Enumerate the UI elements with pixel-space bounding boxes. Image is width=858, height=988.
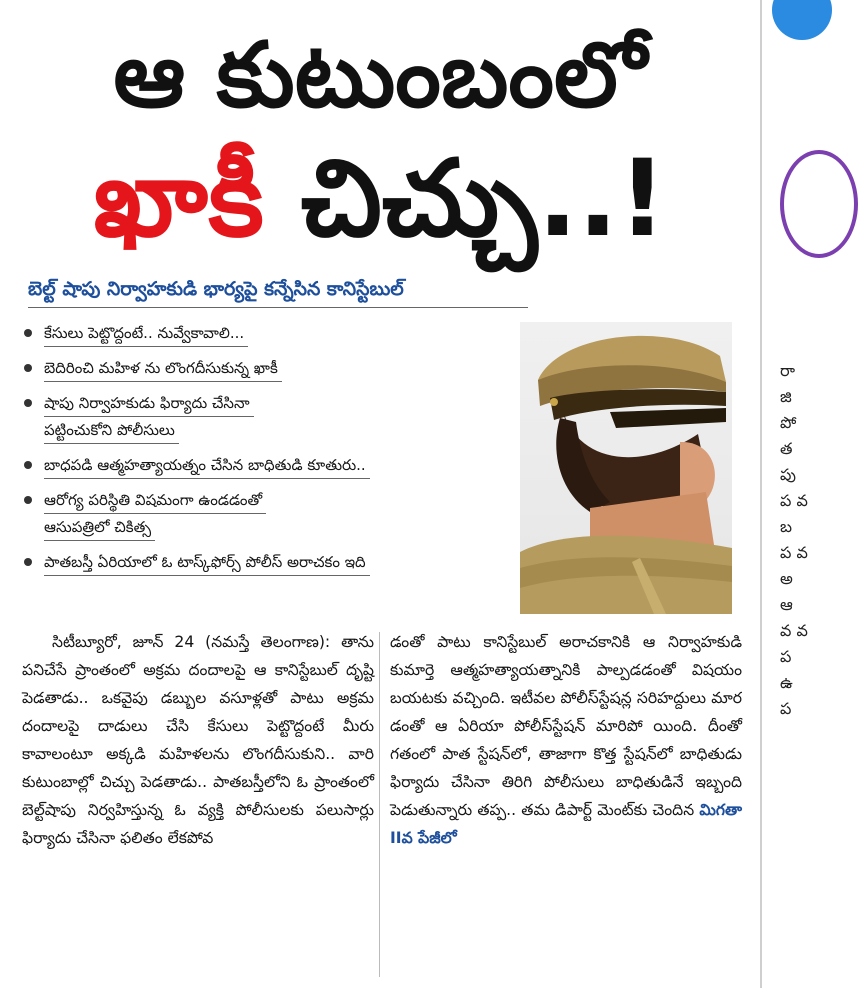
- police-officer-photo: [520, 322, 732, 614]
- bullet-item: [22, 355, 522, 382]
- bullet-dot-icon: [24, 399, 32, 407]
- bullet-item: [22, 452, 522, 479]
- blue-circle-icon: [772, 0, 832, 40]
- bullet-text: పట్టించుకోని పోలీసులు: [44, 417, 179, 444]
- headline-line-1: ఆ కుటుంబంలో: [113, 23, 647, 128]
- bullet-dot-icon: [24, 496, 32, 504]
- bullet-text: ఆరోగ్య పరిస్థితి విషమంగా ఉండడంతో: [44, 487, 266, 514]
- article-text: డంతో పాటు కానిస్టేబుల్ అరాచకానికి ఆ నిర్వాహకుడి కుమార్తె ఆత్మహత్యాయత్నానికి పాల్పడడంతో విషయం బయటకు వచ్చింది. ఇటీవల పోలీస్‌స్టేషన్ల సరిహద్దులు మార డంతో ఆ ఏరియా పోలీస్‌స్టేషన్ మారిపో యింది. దీంతో గతంలో పాత స్టేషన్‌లో, తాజాగా కొత్త స్టేషన్‌లో బాధితుడు ఫిర్యాదు చేసినా తిరిగి పోలీసులు బాధితుడినే ఇబ్బంది పెడుతున్నారు తప్ప.. తమ డిపార్ట్ మెంట్‌కు చెందిన: [390, 633, 742, 819]
- article-column-1: [22, 628, 374, 852]
- column-divider: [379, 632, 380, 977]
- subheadline-rule: [28, 307, 528, 308]
- bullet-text: పాతబస్తీ ఏరియాలో ఓ టాస్క్‌ఫోర్స్ పోలీస్ అరాచకం ఇది: [44, 549, 370, 576]
- headline-line-2: [0, 135, 760, 263]
- headline-black-words: చిచ్చు..!: [263, 137, 667, 260]
- bullet-item: [22, 487, 522, 541]
- bullet-text: బెదిరించి మహిళ ను లొంగదీసుకున్న ఖాకీ: [44, 355, 282, 382]
- bullet-dot-icon: [24, 329, 32, 337]
- bullet-item: [22, 549, 522, 576]
- headline-red-word: ఖాకీ: [93, 137, 264, 260]
- bullet-text: బాధపడి ఆత్మహత్యాయత్నం చేసిన బాధితుడి కూతురు..: [44, 452, 370, 479]
- bullet-item: [22, 390, 522, 444]
- highlight-bullets: [22, 320, 522, 576]
- subheadline: బెల్ట్ షాపు నిర్వాహకుడి భార్యపై కన్నేసిన కానిస్టేబుల్: [28, 278, 404, 300]
- page-top-edge: [0, 0, 760, 14]
- bullet-item: [22, 320, 522, 347]
- article-column-2: [390, 628, 742, 852]
- bullet-text: ఆసుపత్రిలో చికిత్స: [44, 514, 155, 541]
- police-officer-illustration: [520, 322, 732, 614]
- adjacent-column-edge: [762, 0, 808, 988]
- bullet-dot-icon: [24, 364, 32, 372]
- bullet-text: కేసులు పెట్టొద్దంటే.. నువ్వేకావాలి...: [44, 320, 248, 347]
- bullet-text: షాపు నిర్వాహకుడు ఫిర్యాదు చేసినా: [44, 390, 254, 417]
- bullet-dot-icon: [24, 558, 32, 566]
- purple-ring-icon: [780, 150, 858, 258]
- continued-on-page-link[interactable]: మిగతా IIవ పేజీలో: [390, 801, 742, 847]
- bullet-dot-icon: [24, 461, 32, 469]
- article-text: సిటీబ్యూరో, జూన్ 24 (నమస్తే తెలంగాణ): తాను పనిచేసే ప్రాంతంలో అక్రమ దందాలపై ఆ కానిస్టేబుల్ దృష్టి పెడతాడు.. ఒకవైపు డబ్బుల వసూళ్లతో పాటు అక్రమ దందాలపై దాడులు చేసి కేసులు పెట్టొద్దంటే మీరు కావాలంటూ అక్కడి మహిళలను లొంగదీసుకుని.. వారి కుటుంబాల్లో చిచ్చు పెడతాడు.. పాతబస్తీలోని ఓ ప్రాంతంలో బెల్ట్‌షాపు నిర్వహిస్తున్న ఓ వ్యక్తి పోలీసులకు పలుసార్లు ఫిర్యాదు చేసినా ఫలితం లేకపోవ: [22, 633, 374, 847]
- adjacent-column-text: రా జి పో త పు ప వ బ ప వ అ ఆ వ వ ప ఉ ప: [780, 361, 808, 718]
